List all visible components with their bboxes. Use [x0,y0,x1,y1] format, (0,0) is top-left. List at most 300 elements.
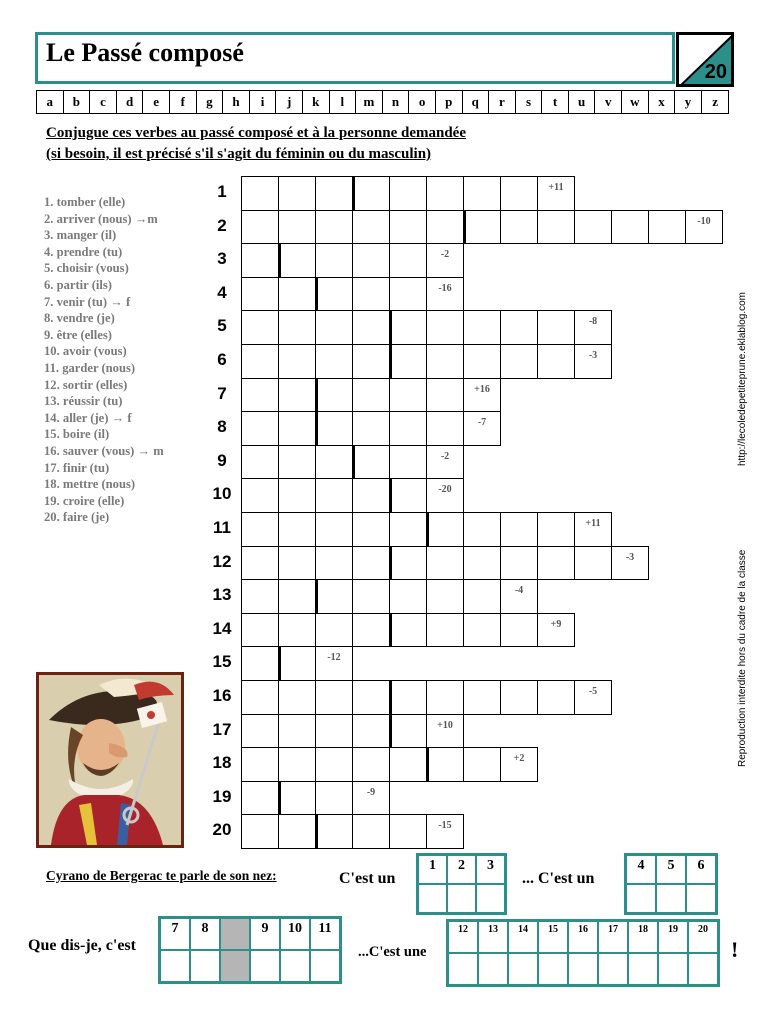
grid-letter-cell[interactable] [278,243,316,278]
grid-letter-cell[interactable] [537,546,575,581]
grid-letter-cell[interactable] [278,378,316,413]
grid-letter-cell[interactable] [389,411,427,446]
answer-letter-cell[interactable] [657,885,685,912]
shift-label: -9 [366,786,376,798]
grid-letter-cell[interactable] [389,680,427,715]
grid-letter-cell[interactable] [278,546,316,581]
grid-letter-cell[interactable] [352,512,390,547]
grid-letter-cell[interactable] [241,176,279,211]
grid-letter-cell[interactable] [426,747,464,782]
grid-letter-cell[interactable] [426,512,464,547]
grid-letter-cell[interactable] [352,680,390,715]
grid-letter-cell[interactable] [500,546,538,581]
grid-letter-cell[interactable] [426,344,464,379]
grid-letter-cell[interactable] [241,814,279,849]
grid-letter-cell[interactable] [463,512,501,547]
grid-row-number: 12 [212,551,232,571]
grid-row-number: 5 [217,316,227,336]
alphabet-letter: q [463,91,490,113]
alphabet-letter: d [117,91,144,113]
grid-shift-cell [611,546,649,581]
grid-letter-cell[interactable] [426,546,464,581]
answer-number: 18 [638,924,648,935]
grid-letter-cell[interactable] [500,210,538,245]
grid-row-number: 4 [217,282,227,302]
grid-letter-cell[interactable] [278,512,316,547]
grid-letter-cell[interactable] [241,747,279,782]
answer-letter-cell[interactable] [659,954,687,984]
grid-letter-cell[interactable] [241,579,279,614]
grid-shift-cell [574,344,612,379]
answer-number: 9 [261,921,269,936]
grid-letter-cell[interactable] [241,411,279,446]
side-copyright: Reproduction interdite hors du cadre de la classe [737,549,748,767]
grid-letter-cell[interactable] [352,210,390,245]
grid-row-number: 9 [217,450,227,470]
grid-letter-cell[interactable] [315,277,353,312]
answer-number: 14 [518,924,528,935]
side-url: http://lecoledepetiteprune.eklablog.com [737,291,748,466]
answer-letter-cell[interactable] [689,954,717,984]
grid-letter-cell[interactable] [352,243,390,278]
grid-shift-cell [574,512,612,547]
answer-letter-cell[interactable] [311,951,339,981]
score-box [676,32,734,87]
grid-letter-cell[interactable] [352,411,390,446]
grid-row-number: 15 [212,652,232,672]
alphabet-letter: s [516,91,543,113]
grid-letter-cell[interactable] [389,210,427,245]
grid-letter-cell[interactable] [463,579,501,614]
answer-letter-cell[interactable] [569,954,597,984]
grid-letter-cell[interactable] [278,747,316,782]
shift-label: -3 [625,551,635,563]
grid-shift-cell [426,445,464,480]
grid-letter-cell[interactable] [537,512,575,547]
answer-letter-cell[interactable] [479,954,507,984]
grid-row-number: 1 [217,182,227,201]
grid-letter-cell[interactable] [463,680,501,715]
shift-label: -20 [438,484,452,496]
grid-letter-cell[interactable] [389,814,427,849]
grid-letter-cell[interactable] [241,478,279,513]
alphabet-letter: j [276,91,303,113]
grid-row-number: 6 [217,350,227,369]
answer-letter-cell[interactable] [449,954,477,984]
answer-letter-cell[interactable] [629,954,657,984]
grid-letter-cell[interactable] [315,344,353,379]
shift-label: -8 [588,316,598,328]
clue-item: 9. être (elles) [44,327,112,342]
grid-letter-cell[interactable] [352,445,390,480]
grid-letter-cell[interactable] [315,512,353,547]
answer-letter-cell[interactable] [509,954,537,984]
grid-shift-cell [685,210,723,245]
grid-row-number: 16 [212,686,232,705]
grid-letter-cell[interactable] [426,411,464,446]
grid-letter-cell[interactable] [537,344,575,379]
grid-letter-cell[interactable] [500,680,538,715]
grid-letter-cell[interactable] [352,344,390,379]
answer-letter-cell[interactable] [627,885,655,912]
instruction-line-1: Conjugue ces verbes au passé composé et à la personne demandée [46,125,466,141]
answer-number-cell [449,922,477,952]
grid-letter-cell[interactable] [389,546,427,581]
grid-row-number: 2 [217,215,227,235]
grid-letter-cell[interactable] [278,814,316,849]
grid-row-number: 8 [217,417,227,437]
shift-label: +9 [550,618,562,630]
grid-letter-cell[interactable] [315,176,353,211]
alphabet-letter: m [356,91,383,113]
grid-letter-cell[interactable] [389,445,427,480]
grid-row-number: 18 [212,753,232,773]
alphabet-letter: p [436,91,463,113]
alphabet-letter: x [649,91,676,113]
shift-label: +2 [513,753,525,765]
answer-number-cell [419,856,446,883]
grid-letter-cell[interactable] [241,781,279,816]
grid-row-number: 10 [212,484,232,504]
grid-row-number: 7 [217,383,227,403]
cyrano-illustration [36,672,184,848]
alphabet-strip [36,90,729,114]
grid-letter-cell[interactable] [315,378,353,413]
grid-letter-cell[interactable] [389,747,427,782]
grid-row-number: 3 [217,249,227,269]
grid-letter-cell[interactable] [241,546,279,581]
answer-number-cell [629,922,657,952]
answer-box-box4 [446,919,720,987]
clue-item: 6. partir (ils) [44,277,112,292]
grid-letter-cell[interactable] [352,714,390,749]
grid-letter-cell[interactable] [278,781,316,816]
grid-shift-cell [463,378,501,413]
clue-item: 13. réussir (tu) [44,394,123,409]
shift-label: -12 [327,652,341,664]
alphabet-letter: y [675,91,702,113]
answer-number-cell [509,922,537,952]
answer-number-cell [251,919,279,949]
grid-shift-cell [463,411,501,446]
answer-letter-cell[interactable] [419,885,446,912]
grid-letter-cell[interactable] [241,277,279,312]
grid-letter-cell[interactable] [278,478,316,513]
grid-letter-cell[interactable] [537,680,575,715]
grid-letter-cell[interactable] [500,176,538,211]
answer-letter-cell[interactable] [539,954,567,984]
grid-letter-cell[interactable] [241,646,279,681]
grid-letter-cell[interactable] [241,378,279,413]
alphabet-letter: b [64,91,91,113]
answer-number-cell [539,922,567,952]
grid-row-number: 17 [212,719,232,739]
grid-letter-cell[interactable] [241,243,279,278]
grid-shift-cell [426,277,464,312]
clue-item: 16. sauver (vous) → m [44,443,164,458]
answer-letter-cell[interactable] [477,885,504,912]
riddle-part-1: C'est un [339,870,396,887]
grid-letter-cell[interactable] [315,243,353,278]
grid-row-number: 20 [212,820,232,840]
grid-letter-cell[interactable] [500,512,538,547]
answer-number: 11 [318,921,332,936]
grid-letter-cell[interactable] [537,210,575,245]
answer-number: 16 [578,924,588,935]
answer-letter-cell[interactable] [687,885,715,912]
answer-number: 13 [488,924,498,935]
answer-letter-cell[interactable] [281,951,309,981]
answer-letter-cell [221,951,249,981]
grid-letter-cell[interactable] [352,613,390,648]
grid-letter-cell[interactable] [352,277,390,312]
grid-letter-cell[interactable] [278,210,316,245]
grid-letter-cell[interactable] [278,344,316,379]
answer-number: 5 [667,858,675,873]
grid-letter-cell[interactable] [500,310,538,345]
shift-label: +10 [437,719,453,731]
grid-letter-cell[interactable] [315,814,353,849]
riddle-intro: Cyrano de Bergerac te parle de son nez: [46,868,277,883]
grid-letter-cell[interactable] [574,210,612,245]
answer-box-box2 [624,853,718,915]
grid-letter-cell[interactable] [426,680,464,715]
answer-number-cell [221,919,249,949]
grid-letter-cell[interactable] [463,747,501,782]
answer-number: 4 [637,858,645,873]
grid-letter-cell[interactable] [389,243,427,278]
grid-letter-cell[interactable] [315,714,353,749]
grid-letter-cell[interactable] [352,546,390,581]
grid-shift-cell [352,781,390,816]
answer-number: 10 [288,921,302,936]
grid-letter-cell[interactable] [352,378,390,413]
grid-letter-cell[interactable] [463,310,501,345]
answer-number-cell [569,922,597,952]
grid-shift-cell [500,747,538,782]
alphabet-letter: h [223,91,250,113]
alphabet-letter: i [250,91,277,113]
grid-letter-cell[interactable] [352,814,390,849]
grid-letter-cell[interactable] [389,478,427,513]
grid-letter-cell[interactable] [611,210,649,245]
grid-letter-cell[interactable] [648,210,686,245]
grid-letter-cell[interactable] [500,613,538,648]
grid-letter-cell[interactable] [241,680,279,715]
answer-number: 3 [487,858,494,873]
grid-letter-cell[interactable] [315,310,353,345]
grid-letter-cell[interactable] [352,579,390,614]
grid-letter-cell[interactable] [278,579,316,614]
grid-letter-cell[interactable] [389,344,427,379]
grid-letter-cell[interactable] [352,310,390,345]
grid-letter-cell[interactable] [315,579,353,614]
answer-number-cell [479,922,507,952]
alphabet-letter: o [409,91,436,113]
answer-number-cell [687,856,715,883]
alphabet-letter: k [303,91,330,113]
answer-box-box3 [158,916,342,984]
shift-label: -5 [588,686,598,697]
answer-box-box1 [416,853,507,915]
clue-item: 12. sortir (elles) [44,377,128,392]
alphabet-letter: a [37,91,64,113]
alphabet-letter: z [712,94,719,109]
alphabet-letter: u [569,91,596,113]
grid-letter-cell[interactable] [352,478,390,513]
grid-shift-cell [500,579,538,614]
answer-number-cell [191,919,219,949]
grid-shift-cell [426,243,464,278]
grid-letter-cell[interactable] [315,781,353,816]
grid-letter-cell[interactable] [463,210,501,245]
clue-item: 19. croire (elle) [44,493,125,508]
alphabet-letter: w [622,91,649,113]
clue-item: 18. mettre (nous) [44,477,136,492]
grid-letter-cell[interactable] [426,310,464,345]
clue-item: 11. garder (nous) [44,360,136,375]
grid-letter-cell[interactable] [278,680,316,715]
answer-number: 6 [697,858,705,873]
grid-letter-cell[interactable] [241,344,279,379]
grid-shift-cell [426,814,464,849]
shift-label: -16 [438,282,452,294]
grid-letter-cell[interactable] [278,176,316,211]
grid-letter-cell[interactable] [315,680,353,715]
grid-letter-cell[interactable] [241,714,279,749]
answer-letter-cell[interactable] [251,951,279,981]
clue-item: 2. arriver (nous) →m [44,211,158,226]
answer-number-cell [477,856,504,883]
grid-letter-cell[interactable] [500,344,538,379]
grid-letter-cell[interactable] [426,210,464,245]
grid-letter-cell[interactable] [278,310,316,345]
answer-number-cell [627,856,655,883]
answer-number: 2 [458,858,465,873]
riddle-exclamation: ! [731,937,739,962]
grid-letter-cell[interactable] [463,546,501,581]
clue-item: 1. tomber (elle) [44,195,126,209]
grid-letter-cell[interactable] [426,579,464,614]
shift-label: -3 [588,350,598,361]
answer-letter-cell[interactable] [448,885,475,912]
grid-letter-cell[interactable] [426,176,464,211]
answer-number-cell [599,922,627,952]
grid-letter-cell[interactable] [389,310,427,345]
grid-letter-cell[interactable] [537,310,575,345]
grid-letter-cell[interactable] [389,176,427,211]
shift-label: +11 [548,182,564,193]
grid-letter-cell[interactable] [278,613,316,648]
clue-item: 5. choisir (vous) [44,261,129,276]
clue-item: 17. finir (tu) [44,460,110,475]
clue-item: 14. aller (je) → f [44,410,132,425]
answer-letter-cell[interactable] [191,951,219,981]
grid-letter-cell[interactable] [278,714,316,749]
grid-letter-cell[interactable] [463,344,501,379]
grid-letter-cell[interactable] [315,747,353,782]
answer-number-cell [281,919,309,949]
grid-letter-cell[interactable] [389,579,427,614]
clue-item: 3. manger (il) [44,228,117,243]
grid-letter-cell[interactable] [389,512,427,547]
grid-letter-cell[interactable] [241,310,279,345]
grid-letter-cell[interactable] [241,613,279,648]
shift-label: -4 [514,585,524,597]
grid-letter-cell[interactable] [278,277,316,312]
grid-letter-cell[interactable] [278,411,316,446]
answer-number: 20 [698,924,708,935]
answer-number-cell [657,856,685,883]
alphabet-letter: r [489,91,516,113]
grid-letter-cell[interactable] [278,646,316,681]
grid-letter-cell[interactable] [389,613,427,648]
grid-letter-cell[interactable] [278,445,316,480]
shift-label: +16 [474,383,490,395]
grid-letter-cell[interactable] [426,613,464,648]
grid-shift-cell [537,176,575,211]
grid-row-number: 14 [212,618,232,638]
grid-letter-cell[interactable] [315,613,353,648]
grid-shift-cell [426,714,464,749]
grid-letter-cell[interactable] [241,445,279,480]
answer-number: 7 [171,921,179,936]
alphabet-letter: t [542,91,569,113]
grid-letter-cell[interactable] [389,277,427,312]
shift-label: -2 [440,450,450,462]
answer-number: 19 [668,924,678,935]
grid-letter-cell[interactable] [352,747,390,782]
grid-shift-cell [426,478,464,513]
riddle-part-3: Que dis-je, c'est [28,937,136,954]
shift-label: -7 [477,417,487,429]
grid-letter-cell[interactable] [315,546,353,581]
answer-number: 12 [458,924,468,935]
grid-letter-cell[interactable] [389,378,427,413]
answer-letter-cell[interactable] [599,954,627,984]
grid-letter-cell[interactable] [315,445,353,480]
grid-letter-cell[interactable] [426,378,464,413]
riddle-part-4: ...C'est une [358,944,427,960]
grid-letter-cell[interactable] [241,512,279,547]
answer-number-cell [448,856,475,883]
grid-letter-cell[interactable] [463,613,501,648]
alphabet-letter: l [330,91,357,113]
grid-letter-cell[interactable] [352,176,390,211]
shift-label: -15 [438,820,452,832]
grid-letter-cell[interactable] [315,210,353,245]
clue-item: 15. boire (il) [44,427,110,442]
grid-letter-cell[interactable] [315,478,353,513]
grid-letter-cell[interactable] [389,714,427,749]
answer-letter-cell[interactable] [161,951,189,981]
alphabet-letter: v [595,91,622,113]
riddle-part-2: ... C'est un [522,870,595,887]
alphabet-letter: n [383,91,410,113]
alphabet-letter: g [197,91,224,113]
clue-item: 20. faire (je) [44,510,110,525]
grid-letter-cell[interactable] [463,176,501,211]
page-title: Le Passé composé [46,38,244,67]
clue-item: 7. venir (tu) → f [44,294,131,309]
grid-letter-cell[interactable] [241,210,279,245]
grid-letter-cell[interactable] [315,411,353,446]
alphabet-letter: c [90,91,117,113]
grid-letter-cell[interactable] [574,546,612,581]
instruction-line-2: (si besoin, il est précisé s'il s'agit du féminin ou du masculin) [46,146,432,162]
clue-list [44,194,214,526]
answer-number: 1 [429,858,436,873]
